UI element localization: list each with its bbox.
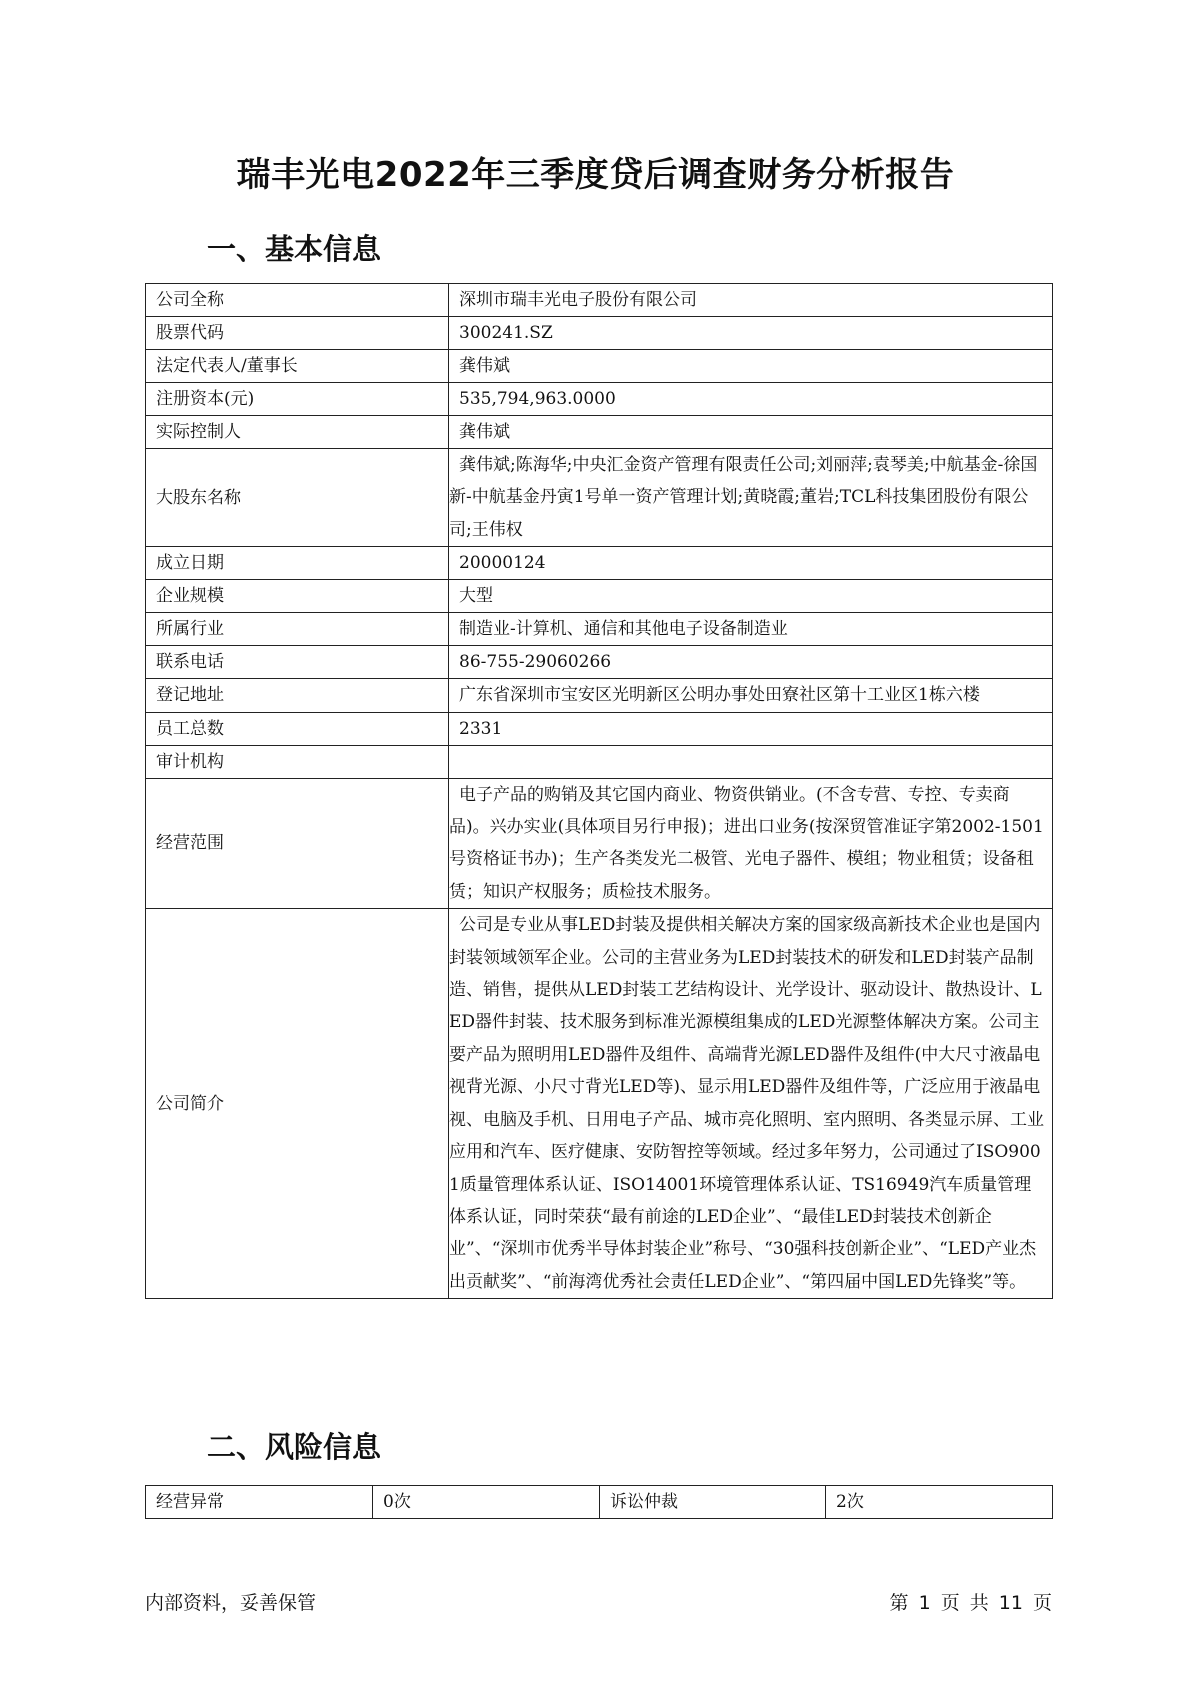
industry-text: 制造业-计算机、通信和其他电子设备制造业 [459,619,788,640]
table-row [146,317,1053,350]
row-label-industry: 所属行业 [146,613,449,646]
row-value-audit-firm [449,745,1053,778]
table-row [146,745,1053,778]
footer-page-number: 第 1 页 共 11 页 [889,1592,1052,1614]
row-value-enterprise-scale [449,580,1053,613]
table-row [146,778,1053,909]
row-value-company-name [449,284,1053,317]
table-row [146,646,1053,679]
table-row [146,416,1053,449]
risk-info-table [145,1485,1053,1519]
row-label-registered-capital: 注册资本(元) [146,383,449,416]
table-row [146,613,1053,646]
row-value-stock-code [449,317,1053,350]
table-row [146,909,1053,1299]
row-label-enterprise-scale: 企业规模 [146,580,449,613]
registered-address-text: 广东省深圳市宝安区光明新区公明办事处田寮社区第十工业区1栋六楼 [459,685,980,706]
row-label-company-profile: 公司简介 [146,909,449,1299]
business-scope-text: 电子产品的购销及其它国内商业、物资供销业。(不含专营、专控、专卖商品)。兴办实业(具体项目另行申报)；进出口业务(按深贸管准证字第2002-1501号资格证书办)；生产各类发光二极管、光电子器件、模组；物业租赁；设备租赁；知识产权服务；质检技术服务。 [449,784,1044,902]
row-value-actual-controller [449,416,1053,449]
registered-capital-text: 535,794,963.0000 [459,389,616,409]
phone-text: 86-755-29060266 [459,652,612,673]
company-profile-text: 公司是专业从事LED封装及提供相关解决方案的国家级高新技术企业也是国内封装领域领军企业。公司的主营业务为LED封装技术的研发和LED封装产品制造、销售，提供从LED封装工艺结构设计、光学设计、驱动设计、散热设计、LED器件封装、技术服务到标准光源模组集成的LED光源整体解决方案。公司主要产品为照明用LED器件及组件、高端背光源LED器件及组件(中大尺寸液晶电视背光源、小尺寸背光LED等)、显示用LED器件及组件等，广泛应用于液晶电视、电脑及手机、日用电子产品、城市亮化照明、室内照明、各类显示屏、工业应用和汽车、医疗健康、安防智控等领域。经过多年努力，公司通过了ISO9001质量管理体系认证、ISO14001环境管理体系认证、TS16949汽车质量管理体系认证，同时荣获“最有前途的LED企业”、“最佳LED封装技术创新企业”、“深圳市优秀半导体封装企业”称号、“30强科技创新企业”、“LED产业杰出贡献奖”、“前海湾优秀社会责任LED企业”、“第四届中国LED先锋奖”等。 [449,915,1044,1292]
established-date-text: 20000124 [459,553,546,574]
risk-value-abnormal-operation: 0次 [373,1486,600,1519]
row-label-company-name: 公司全称 [146,284,449,317]
row-label-actual-controller: 实际控制人 [146,416,449,449]
footer-confidential-note: 内部资料，妥善保管 [145,1592,317,1614]
section-heading-basic-info: 一、基本信息 [207,232,382,266]
row-label-legal-rep: 法定代表人/董事长 [146,350,449,383]
major-shareholders-text: 龚伟斌;陈海华;中央汇金资产管理有限责任公司;刘丽萍;袁琴美;中航基金-徐国新-中航基金丹寅1号单一资产管理计划;黄晓霞;董岩;TCL科技集团股份有限公司;王伟权 [449,455,1038,540]
row-value-phone [449,646,1053,679]
stock-code-text: 300241.SZ [459,323,553,343]
table-row [146,449,1053,547]
row-value-registered-address [449,679,1053,712]
row-label-major-shareholders: 大股东名称 [146,449,449,547]
row-label-employee-count: 员工总数 [146,712,449,745]
employee-count-text: 2331 [459,718,503,739]
document-title: 瑞丰光电2022年三季度贷后调查财务分析报告 [236,155,955,195]
row-value-established-date [449,547,1053,580]
row-value-registered-capital [449,383,1053,416]
table-row [146,712,1053,745]
basic-info-table [145,283,1053,1299]
table-row [146,679,1053,712]
table-row [146,1486,1053,1519]
table-row [146,383,1053,416]
row-value-industry [449,613,1053,646]
row-value-major-shareholders [449,449,1053,547]
actual-controller-text: 龚伟斌 [459,422,510,442]
section-heading-risk-info: 二、风险信息 [207,1430,382,1464]
row-value-company-profile [449,909,1053,1299]
enterprise-scale-text: 大型 [459,586,493,607]
row-value-legal-rep [449,350,1053,383]
table-row [146,580,1053,613]
risk-label-litigation: 诉讼仲裁 [600,1486,826,1519]
row-value-business-scope [449,778,1053,909]
risk-label-abnormal-operation: 经营异常 [146,1486,373,1519]
row-label-phone: 联系电话 [146,646,449,679]
company-name-text: 深圳市瑞丰光电子股份有限公司 [459,290,697,310]
row-label-business-scope: 经营范围 [146,778,449,909]
row-label-established-date: 成立日期 [146,547,449,580]
risk-value-litigation: 2次 [826,1486,1053,1519]
table-row [146,547,1053,580]
table-row [146,350,1053,383]
table-row [146,284,1053,317]
row-label-stock-code: 股票代码 [146,317,449,350]
legal-rep-text: 龚伟斌 [459,356,510,376]
row-value-employee-count [449,712,1053,745]
row-label-registered-address: 登记地址 [146,679,449,712]
row-label-audit-firm: 审计机构 [146,745,449,778]
